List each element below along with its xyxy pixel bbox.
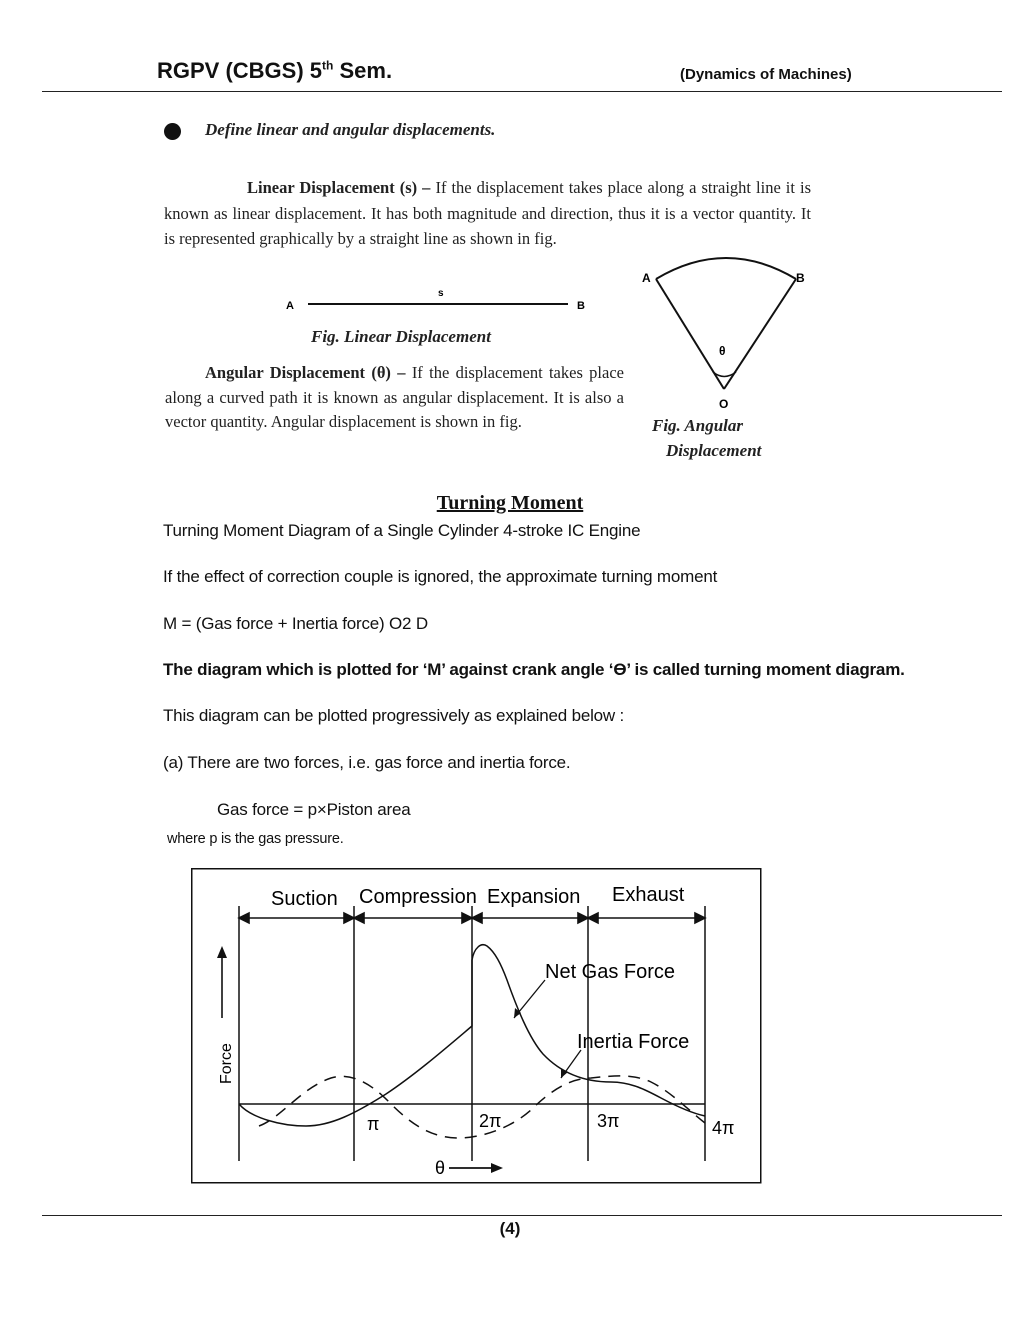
- course-title: [157, 58, 392, 84]
- subject-title: (Dynamics of Machines): [680, 66, 852, 83]
- linear-term: Linear Displacement (s) –: [247, 178, 431, 197]
- linear-label-b: B: [577, 300, 585, 312]
- force-diagram: [191, 868, 762, 1184]
- course-prefix: RGPV (CBGS) 5: [157, 58, 323, 83]
- stroke-label-expansion: Expansion: [487, 886, 581, 908]
- linear-text: If the displacement takes place along a straight line it is known as linear displacement. It has both magnitude and direction, thus it is a vector quantity. It is represented graphically by a straight line as shown in fig.: [164, 178, 811, 248]
- line-2: If the effect of correction couple is ignored, the approximate turning moment: [163, 567, 718, 586]
- angular-caption-2: Displacement: [666, 441, 762, 460]
- course-suffix: Sem.: [333, 58, 393, 83]
- angular-label-o: O: [719, 397, 729, 411]
- x-axis-label: θ: [435, 1158, 446, 1178]
- angular-paragraph: [165, 361, 624, 435]
- bullet-icon: [164, 123, 181, 140]
- angular-label-b: B: [796, 271, 805, 285]
- question-text: Define linear and angular displacements.: [205, 120, 496, 139]
- stroke-label-exhaust: Exhaust: [612, 884, 685, 906]
- angular-label-a: A: [642, 271, 651, 285]
- angular-label-theta: θ: [719, 344, 726, 358]
- stroke-label-compression: Compression: [359, 886, 477, 908]
- section-title: Turning Moment: [436, 492, 584, 514]
- line-4: The diagram which is plotted for ‘M’ against crank angle ‘Ɵ’ is called turning moment diagram.: [163, 660, 905, 679]
- inertia-force-label: Inertia Force: [577, 1031, 690, 1053]
- tick-4pi: 4π: [712, 1118, 735, 1138]
- arc-ab: [656, 258, 796, 279]
- linear-caption: Fig. Linear Displacement: [311, 327, 491, 346]
- angular-displacement-figure: [630, 255, 820, 415]
- tick-3pi: 3π: [597, 1111, 620, 1131]
- linear-displacement-figure: [280, 282, 600, 322]
- linear-label-s: s: [438, 288, 444, 299]
- y-axis-label: Force: [218, 1043, 235, 1084]
- course-sup: th: [322, 58, 334, 73]
- line-5: This diagram can be plotted progressively as explained below :: [163, 706, 625, 725]
- header-rule: [42, 91, 1002, 92]
- line-6: (a) There are two forces, i.e. gas force and inertia force.: [163, 753, 571, 772]
- angular-term: Angular Displacement (θ) –: [205, 363, 406, 382]
- line-8: where p is the gas pressure.: [167, 831, 344, 847]
- line-3: M = (Gas force + Inertia force) O2 D: [163, 614, 428, 633]
- angular-caption-1: Fig. Angular: [652, 416, 744, 435]
- line-7: Gas force = p×Piston area: [217, 800, 411, 819]
- line-1: Turning Moment Diagram of a Single Cylinder 4-stroke IC Engine: [163, 521, 641, 540]
- footer-rule: [42, 1215, 1002, 1216]
- linear-label-a: A: [286, 300, 294, 312]
- page-number: (4): [499, 1219, 521, 1238]
- angular-text: If the displacement takes place along a curved path it is known as angular displacement. It is also a vector quantity. Angular displacement is shown in fig.: [165, 363, 624, 431]
- tick-2pi: 2π: [479, 1111, 502, 1131]
- stroke-label-suction: Suction: [271, 888, 338, 910]
- tick-pi: π: [367, 1114, 380, 1134]
- net-gas-force-label: Net Gas Force: [545, 961, 676, 983]
- linear-paragraph: [164, 175, 811, 252]
